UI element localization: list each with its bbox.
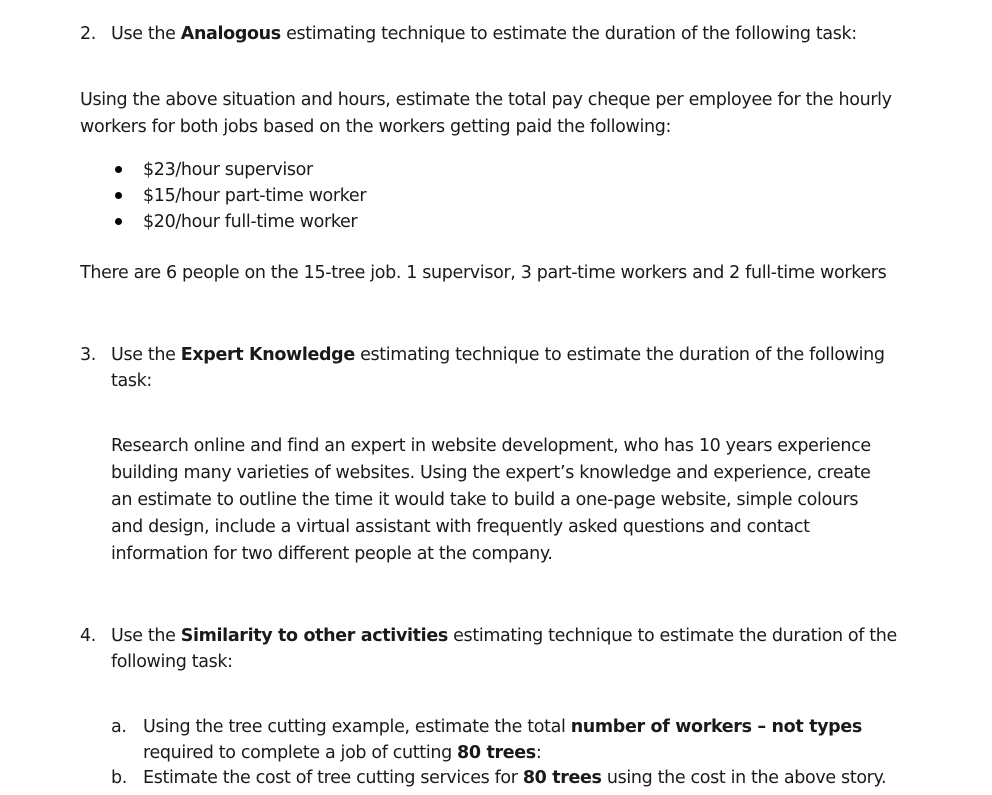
bullet-icon — [115, 218, 122, 225]
sub-b-text-1: Estimate the cost of tree cutting services for — [143, 768, 523, 788]
sub-a-text-2: required to complete a job of cutting — [143, 743, 458, 763]
sub-a-bold-1: number of workers – not types — [570, 717, 862, 737]
sub-a-bold-2: 80 trees — [457, 743, 536, 763]
q3-technique: Expert Knowledge — [180, 345, 355, 365]
q3-body-line: and design, include a virtual assistant with frequently asked questions and contact — [111, 517, 810, 537]
q3-prefix: Use the — [111, 345, 181, 365]
pay-rate-item: $15/hour part-time worker — [143, 186, 367, 206]
sub-a-text-1: Using the tree cutting example, estimate the total — [143, 717, 571, 737]
q4-prefix: Use the — [111, 626, 181, 646]
question-4-prompt — [111, 625, 897, 647]
q2-scenario-line-1: Using the above situation and hours, estimate the total pay cheque per employee for the hourly — [80, 90, 892, 110]
q3-body-line: an estimate to outline the time it would take to build a one-page website, simple colours — [111, 490, 859, 510]
sub-a-end: : — [535, 743, 542, 763]
q2-staffing-note: There are 6 people on the 15-tree job. 1 supervisor, 3 part-time workers and 2 full-time workers — [80, 263, 887, 283]
question-2-prompt — [111, 23, 857, 45]
q2-suffix: estimating technique to estimate the duration of the following task: — [280, 24, 857, 44]
q2-scenario-line-2: workers for both jobs based on the workers getting paid the following: — [80, 117, 672, 137]
q2-prefix: Use the — [111, 24, 181, 44]
question-2-number: 2. — [80, 24, 96, 44]
sub-b-text-2: using the cost in the above story. — [601, 768, 887, 788]
sub-item-b-letter: b. — [111, 768, 127, 788]
q3-suffix: estimating technique to estimate the duration of the following — [354, 345, 885, 365]
question-4-number: 4. — [80, 626, 96, 646]
sub-b-bold-1: 80 trees — [522, 768, 602, 788]
q3-body-line: Research online and find an expert in website development, who has 10 years experience — [111, 436, 871, 456]
sub-item-a-line-1 — [143, 716, 862, 738]
sub-item-a-line-2 — [143, 742, 541, 764]
sub-item-b-line — [143, 767, 886, 789]
question-4-prompt-line-2: following task: — [111, 652, 233, 672]
pay-rate-item: $20/hour full-time worker — [143, 212, 358, 232]
question-3-number: 3. — [80, 345, 96, 365]
q4-suffix: estimating technique to estimate the duration of the — [447, 626, 897, 646]
pay-rate-item: $23/hour supervisor — [143, 160, 313, 180]
q3-body-line: building many varieties of websites. Using the expert’s knowledge and experience, create — [111, 463, 871, 483]
question-3-prompt — [111, 344, 885, 366]
question-3-prompt-line-2: task: — [111, 371, 152, 391]
bullet-icon — [115, 192, 122, 199]
q4-technique: Similarity to other activities — [180, 626, 448, 646]
q2-technique: Analogous — [180, 24, 281, 44]
q3-body-line: information for two different people at the company. — [111, 544, 553, 564]
bullet-icon — [115, 166, 122, 173]
sub-item-a-letter: a. — [111, 717, 127, 737]
